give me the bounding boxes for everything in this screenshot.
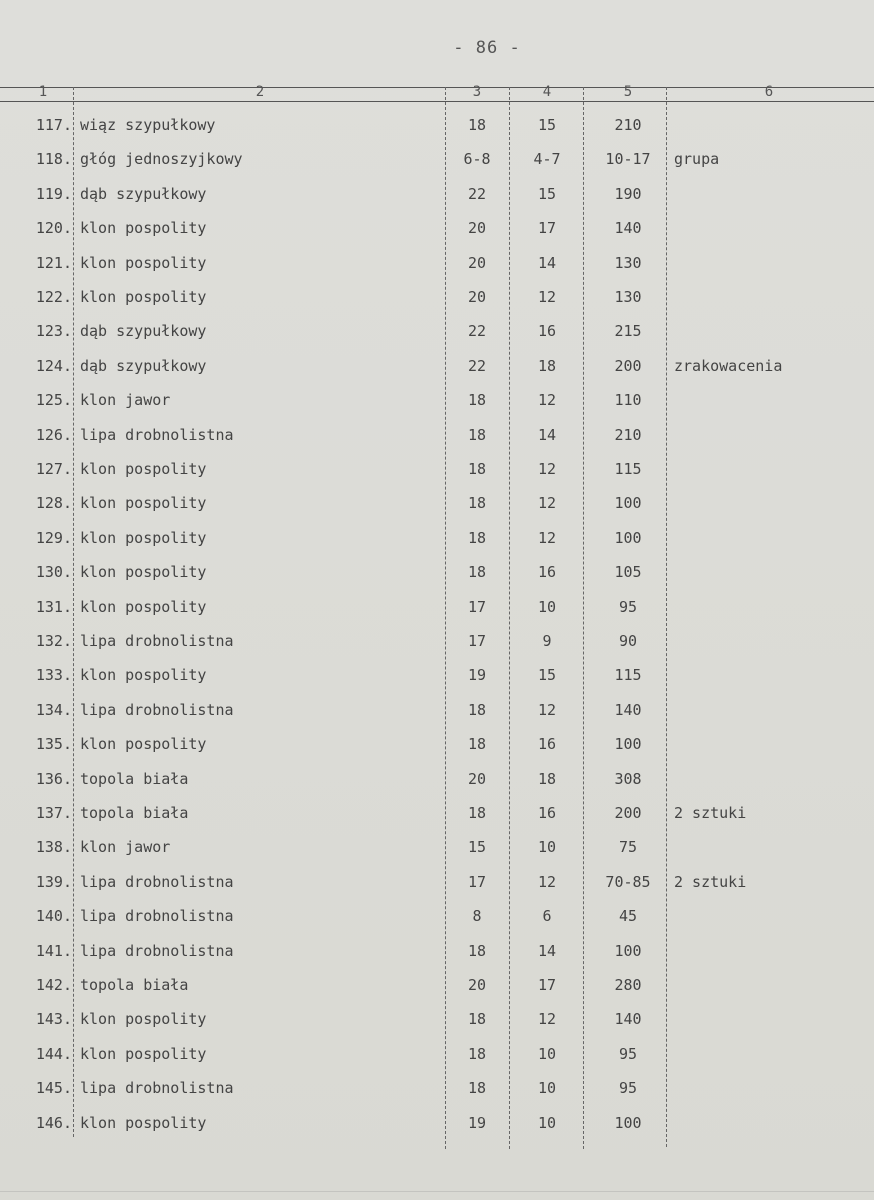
row-number: 124. [35, 356, 72, 375]
row-number: 145. [35, 1079, 72, 1098]
column-4-value: 6 [542, 907, 552, 926]
row-number: 118. [35, 150, 72, 169]
column-4-value: 9 [542, 632, 552, 650]
table-row [0, 555, 874, 589]
table-row [0, 486, 874, 520]
column-3-value: 17 [467, 872, 487, 891]
species-name: lipa drobnolistna [80, 632, 234, 650]
column-3-value: 18 [467, 1010, 487, 1029]
column-3-value: 18 [467, 1044, 487, 1063]
row-number: 126. [35, 425, 72, 444]
column-3-value: 6-8 [463, 150, 491, 169]
column-4-value: 14 [537, 941, 557, 960]
column-3-value: 19 [467, 1113, 487, 1132]
column-4-value: 17 [537, 219, 557, 238]
column-header-2: 2 [255, 84, 265, 100]
column-4-value: 10 [537, 1079, 557, 1098]
column-5-value: 140 [614, 219, 642, 238]
column-3-value: 17 [467, 597, 487, 616]
species-name: dąb szypułkowy [80, 356, 207, 375]
column-4-value: 18 [537, 769, 557, 788]
species-name: klon pospolity [80, 597, 207, 616]
column-5-value: 100 [614, 1113, 642, 1132]
column-5-value: 105 [614, 563, 642, 582]
row-number: 119. [35, 184, 72, 203]
column-5-value: 308 [614, 769, 642, 788]
species-name: klon pospolity [80, 666, 207, 685]
row-number: 125. [35, 391, 72, 410]
column-4-value: 16 [537, 735, 557, 754]
species-name: klon pospolity [80, 735, 207, 754]
column-4-value: 16 [537, 804, 557, 822]
table-row [0, 624, 874, 658]
column-5-value: 110 [614, 391, 642, 410]
species-name: klon pospolity [80, 1113, 207, 1132]
table-row [0, 1037, 874, 1071]
column-3-value: 20 [467, 976, 487, 994]
species-name: klon jawor [80, 391, 171, 410]
table-row [0, 349, 874, 383]
column-4-value: 16 [537, 563, 557, 582]
column-5-value: 70-85 [605, 872, 651, 891]
table-row [0, 1106, 874, 1140]
row-number: 138. [35, 838, 72, 857]
column-3-value: 20 [467, 253, 487, 272]
species-name: lipa drobnolistna [80, 425, 234, 444]
table-row [0, 177, 874, 211]
species-name: klon pospolity [80, 494, 207, 513]
row-number: 142. [35, 976, 72, 994]
row-number: 144. [35, 1044, 72, 1063]
column-5-value: 200 [614, 356, 642, 375]
species-name: klon pospolity [80, 288, 207, 306]
note: grupa [674, 150, 720, 169]
column-4-value: 18 [537, 356, 557, 375]
note: zrakowacenia [674, 356, 783, 375]
row-number: 140. [35, 907, 72, 926]
column-5-value: 100 [614, 941, 642, 960]
species-name: klon pospolity [80, 528, 207, 547]
table-row [0, 211, 874, 245]
column-5-value: 90 [618, 632, 638, 650]
table-row [0, 418, 874, 452]
column-4-value: 16 [537, 322, 557, 341]
scan-edge [0, 1191, 874, 1200]
row-number: 139. [35, 872, 72, 891]
page-number: - 86 - [453, 38, 521, 58]
note: 2 sztuki [674, 872, 747, 891]
table-row [0, 1002, 874, 1036]
column-5-value: 200 [614, 804, 642, 822]
row-number: 128. [35, 494, 72, 513]
species-name: lipa drobnolistna [80, 907, 234, 926]
row-number: 120. [35, 219, 72, 238]
species-name: klon pospolity [80, 253, 207, 272]
column-3-value: 17 [467, 632, 487, 650]
column-4-value: 12 [537, 391, 557, 410]
column-4-value: 12 [537, 1010, 557, 1029]
species-name: klon pospolity [80, 1044, 207, 1063]
column-4-value: 10 [537, 1113, 557, 1132]
species-name: wiąz szypułkowy [80, 116, 216, 134]
column-5-value: 140 [614, 1010, 642, 1029]
column-3-value: 18 [467, 116, 487, 134]
table-row [0, 452, 874, 486]
table-row [0, 314, 874, 348]
row-number: 132. [35, 632, 72, 650]
table-row [0, 865, 874, 899]
table-row [0, 727, 874, 761]
column-3-value: 18 [467, 460, 487, 478]
column-5-value: 215 [614, 322, 642, 341]
table-row [0, 899, 874, 933]
table-row [0, 521, 874, 555]
species-name: dąb szypułkowy [80, 184, 207, 203]
row-number: 130. [35, 563, 72, 582]
column-4-value: 12 [537, 288, 557, 306]
species-name: lipa drobnolistna [80, 1079, 234, 1098]
row-number: 133. [35, 666, 72, 685]
column-5-value: 280 [614, 976, 642, 994]
column-4-value: 4-7 [533, 150, 561, 169]
species-name: klon pospolity [80, 1010, 207, 1029]
table-row [0, 108, 874, 142]
column-5-value: 45 [618, 907, 638, 926]
column-5-value: 100 [614, 528, 642, 547]
row-number: 146. [35, 1113, 72, 1132]
column-5-value: 115 [614, 460, 642, 478]
column-3-value: 15 [467, 838, 487, 857]
row-number: 136. [35, 769, 72, 788]
column-5-value: 210 [614, 425, 642, 444]
row-number: 143. [35, 1010, 72, 1029]
species-name: głóg jednoszyjkowy [80, 150, 243, 169]
table-row [0, 934, 874, 968]
column-3-value: 18 [467, 563, 487, 582]
column-3-value: 18 [467, 700, 487, 719]
column-4-value: 10 [537, 838, 557, 857]
column-4-value: 10 [537, 597, 557, 616]
column-header-6: 6 [764, 84, 774, 100]
column-4-value: 14 [537, 425, 557, 444]
column-5-value: 210 [614, 116, 642, 134]
column-5-value: 95 [618, 1079, 638, 1098]
column-4-value: 12 [537, 528, 557, 547]
table-row [0, 830, 874, 864]
column-5-value: 95 [618, 1044, 638, 1063]
species-name: topola biała [80, 769, 189, 788]
species-name: dąb szypułkowy [80, 322, 207, 341]
table-row [0, 762, 874, 796]
row-number: 123. [35, 322, 72, 341]
column-3-value: 18 [467, 1079, 487, 1098]
column-header-3: 3 [472, 84, 482, 100]
column-header-4: 4 [542, 84, 552, 100]
note: 2 sztuki [674, 804, 747, 822]
table-row [0, 658, 874, 692]
column-4-value: 15 [537, 666, 557, 685]
column-4-value: 17 [537, 976, 557, 994]
table-row [0, 590, 874, 624]
column-5-value: 75 [618, 838, 638, 857]
column-3-value: 18 [467, 425, 487, 444]
column-5-value: 130 [614, 253, 642, 272]
species-name: klon pospolity [80, 460, 207, 478]
column-3-value: 20 [467, 769, 487, 788]
species-name: lipa drobnolistna [80, 872, 234, 891]
species-name: topola biała [80, 804, 189, 822]
table-row [0, 280, 874, 314]
column-4-value: 12 [537, 700, 557, 719]
column-3-value: 18 [467, 494, 487, 513]
column-3-value: 18 [467, 528, 487, 547]
column-3-value: 18 [467, 804, 487, 822]
column-5-value: 115 [614, 666, 642, 685]
column-header-1: 1 [38, 84, 48, 100]
row-number: 121. [35, 253, 72, 272]
column-5-value: 95 [618, 597, 638, 616]
row-number: 131. [35, 597, 72, 616]
column-3-value: 20 [467, 288, 487, 306]
row-number: 137. [35, 804, 72, 822]
column-3-value: 22 [467, 184, 487, 203]
column-4-value: 15 [537, 116, 557, 134]
species-name: lipa drobnolistna [80, 941, 234, 960]
column-5-value: 100 [614, 494, 642, 513]
column-4-value: 14 [537, 253, 557, 272]
table-row [0, 246, 874, 280]
column-header-5: 5 [623, 84, 633, 100]
table-row [0, 142, 874, 176]
column-3-value: 8 [472, 907, 482, 926]
species-name: klon jawor [80, 838, 171, 857]
species-name: klon pospolity [80, 219, 207, 238]
row-number: 135. [35, 735, 72, 754]
column-3-value: 18 [467, 391, 487, 410]
column-3-value: 22 [467, 322, 487, 341]
table-row [0, 383, 874, 417]
table-row [0, 693, 874, 727]
row-number: 122. [35, 288, 72, 306]
column-3-value: 22 [467, 356, 487, 375]
header-bottom-rule [0, 101, 874, 102]
row-number: 134. [35, 700, 72, 719]
column-3-value: 19 [467, 666, 487, 685]
column-5-value: 10-17 [605, 150, 651, 169]
column-4-value: 10 [537, 1044, 557, 1063]
row-number: 141. [35, 941, 72, 960]
table-row [0, 796, 874, 830]
column-3-value: 18 [467, 941, 487, 960]
column-5-value: 140 [614, 700, 642, 719]
species-name: topola biała [80, 976, 189, 994]
column-5-value: 130 [614, 288, 642, 306]
column-4-value: 15 [537, 184, 557, 203]
species-name: klon pospolity [80, 563, 207, 582]
species-name: lipa drobnolistna [80, 700, 234, 719]
column-4-value: 12 [537, 872, 557, 891]
column-5-value: 190 [614, 184, 642, 203]
table-row [0, 1071, 874, 1105]
column-3-value: 20 [467, 219, 487, 238]
column-3-value: 18 [467, 735, 487, 754]
column-4-value: 12 [537, 460, 557, 478]
column-4-value: 12 [537, 494, 557, 513]
row-number: 117. [35, 116, 72, 134]
row-number: 127. [35, 460, 72, 478]
table-row [0, 968, 874, 1002]
column-5-value: 100 [614, 735, 642, 754]
row-number: 129. [35, 528, 72, 547]
